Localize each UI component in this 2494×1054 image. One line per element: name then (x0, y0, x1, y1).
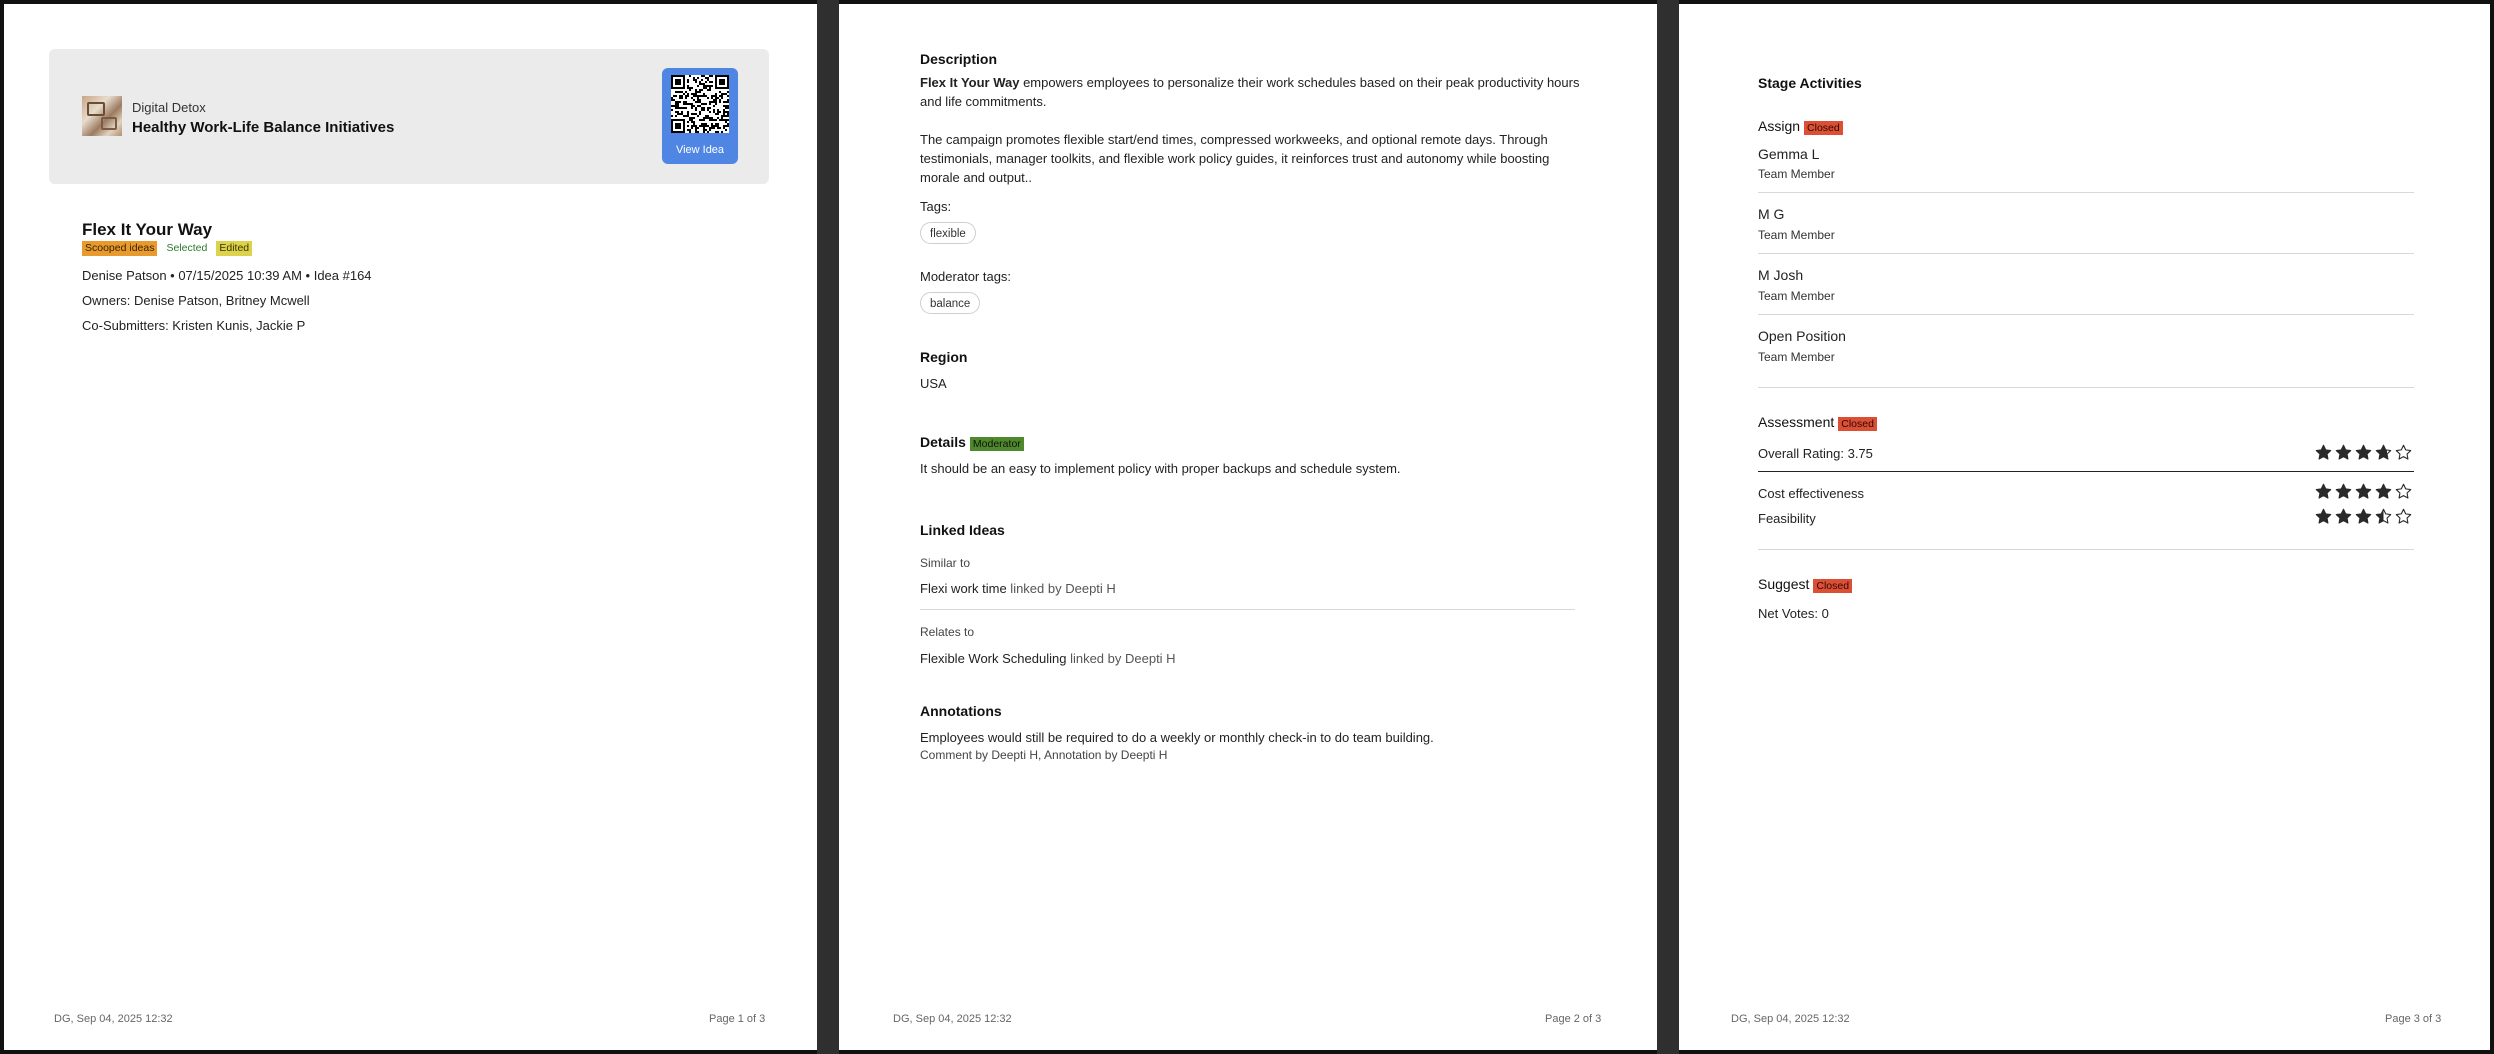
criterion-rating-stars (2315, 483, 2412, 500)
divider (920, 609, 1575, 610)
footer-timestamp: DG, Sep 04, 2025 12:32 (893, 1013, 1012, 1025)
criterion-rating-stars (2315, 508, 2412, 525)
region-value: USA (920, 376, 947, 391)
campaign-thumbnail-image (82, 96, 122, 136)
details-text: It should be an easy to implement policy with proper backups and schedule system. (920, 461, 1401, 476)
member-name: M Josh (1758, 267, 1804, 283)
divider (1758, 314, 2414, 315)
footer-page-number: Page 3 of 3 (2385, 1013, 2442, 1025)
criterion-name: Cost effectiveness (1758, 486, 1864, 501)
linked-relation-relates: Relates to (920, 625, 975, 639)
net-votes: Net Votes: 0 (1758, 606, 1829, 621)
star-filled-icon (2335, 508, 2352, 525)
assign-closed-badge: Closed (1804, 121, 1843, 135)
star-filled-icon (2375, 483, 2392, 500)
page-1 (4, 4, 817, 1050)
stage-activities-heading: Stage Activities (1758, 75, 1862, 91)
description-heading: Description (920, 51, 998, 67)
description-lead: Flex It Your Way (920, 75, 1020, 90)
view-idea-qr-button[interactable] (662, 68, 738, 164)
star-empty-icon (2395, 444, 2412, 461)
linked-idea-item[interactable]: Flexible Work Scheduling linked by Deepti H (920, 651, 1176, 666)
region-heading: Region (920, 349, 968, 365)
badge-edited: Edited (216, 241, 252, 256)
idea-badges (82, 241, 252, 256)
details-heading: Details Moderator (920, 434, 1024, 450)
linked-idea-item[interactable]: Flexi work time linked by Deepti H (920, 581, 1116, 596)
star-filled-icon (2355, 508, 2372, 525)
footer-page-number: Page 2 of 3 (1545, 1013, 1602, 1025)
idea-byline: Denise Patson • 07/15/2025 10:39 AM • Idea #164 (82, 268, 372, 283)
suggest-stage-title: Suggest Closed (1758, 576, 1852, 592)
page-separator (1657, 0, 1679, 1054)
star-empty-icon (2395, 508, 2412, 525)
divider (1758, 471, 2414, 472)
annotations-heading: Annotations (920, 703, 1002, 719)
idea-owners: Owners: Denise Patson, Britney Mcwell (82, 293, 310, 308)
assessment-stage-title: Assessment Closed (1758, 414, 1877, 430)
star-filled-icon (2315, 508, 2332, 525)
star-filled-icon (2335, 483, 2352, 500)
divider (1758, 387, 2414, 388)
star-filled-icon (2355, 444, 2372, 461)
footer-page-number: Page 1 of 3 (709, 1013, 766, 1025)
description-paragraph-2: The campaign promotes flexible start/end times, compressed workweeks, and optional remote days. Through testimonials, manager toolkits, and flexible work policy guides, it reinforces trust and autonomy while boosting morale and output.. (920, 132, 1550, 185)
tags-label: Tags: (920, 199, 952, 214)
moderator-tag-pill[interactable]: balance (920, 292, 980, 314)
divider (1758, 192, 2414, 193)
divider (1758, 253, 2414, 254)
moderator-badge: Moderator (970, 437, 1024, 451)
star-half-icon (2375, 444, 2392, 461)
star-empty-icon (2395, 483, 2412, 500)
linked-idea-title[interactable]: Flexible Work Scheduling (920, 651, 1067, 666)
overall-rating-stars (2315, 444, 2412, 461)
campaign-title: Healthy Work-Life Balance Initiatives (132, 119, 395, 136)
moderator-tags-label: Moderator tags: (920, 269, 1012, 284)
page-3 (1679, 4, 2490, 1050)
linked-idea-title[interactable]: Flexi work time (920, 581, 1007, 596)
overall-rating-label: Overall Rating: 3.75 (1758, 446, 1873, 461)
member-role: Team Member (1758, 228, 1835, 242)
tag-pill[interactable]: flexible (920, 222, 976, 244)
annotation-text: Employees would still be required to do a weekly or monthly check-in to do team building. (920, 730, 1434, 745)
annotation-byline: Comment by Deepti H, Annotation by Deepti H (920, 748, 1168, 762)
assign-stage-title: Assign Closed (1758, 118, 1843, 134)
star-filled-icon (2335, 444, 2352, 461)
view-idea-label[interactable]: View Idea (675, 144, 725, 156)
idea-cosubmitters: Co-Submitters: Kristen Kunis, Jackie P (82, 318, 306, 333)
description-text: Flex It Your Way empowers employees to personalize their work schedules based on their peak productivity hours and life commitments. (920, 75, 1580, 109)
member-role: Team Member (1758, 350, 1835, 364)
idea-title: Flex It Your Way (82, 220, 213, 239)
linked-ideas-heading: Linked Ideas (920, 522, 1005, 538)
assessment-closed-badge: Closed (1838, 417, 1877, 431)
member-name: Gemma L (1758, 146, 1820, 162)
member-name: Open Position (1758, 328, 1846, 344)
linked-relation-similar: Similar to (920, 556, 971, 570)
star-filled-icon (2315, 444, 2332, 461)
member-role: Team Member (1758, 289, 1835, 303)
member-name: M G (1758, 206, 1785, 222)
suggest-closed-badge: Closed (1813, 579, 1852, 593)
badge-selected: Selected (166, 242, 208, 254)
star-filled-icon (2355, 483, 2372, 500)
star-half-icon (2375, 508, 2392, 525)
footer-timestamp: DG, Sep 04, 2025 12:32 (1731, 1013, 1850, 1025)
page-separator (817, 0, 839, 1054)
campaign-card (49, 49, 769, 184)
campaign-name: Digital Detox (132, 100, 206, 115)
qr-code-icon (671, 75, 729, 133)
page-2 (839, 4, 1657, 1050)
badge-scooped: Scooped ideas (82, 241, 157, 256)
footer-timestamp: DG, Sep 04, 2025 12:32 (54, 1013, 173, 1025)
criterion-name: Feasibility (1758, 511, 1816, 526)
divider (1758, 549, 2414, 550)
member-role: Team Member (1758, 167, 1835, 181)
star-filled-icon (2315, 483, 2332, 500)
